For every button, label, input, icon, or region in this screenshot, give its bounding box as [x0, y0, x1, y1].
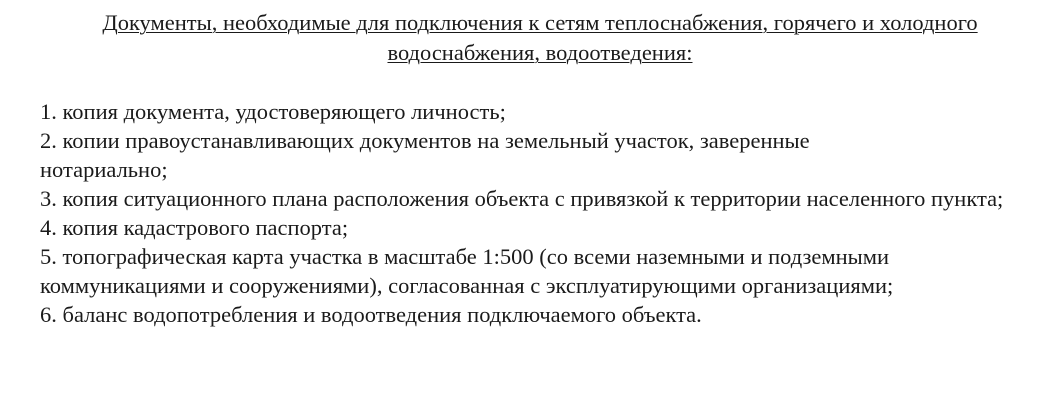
- list-item: 2. копии правоустанавливающих документов на земельный участок, заверенные нотариально;: [40, 128, 810, 182]
- document-title: Документы, необходимые для подключения к сетям теплоснабжения, горячего и холодного водоснабжения, водоотведения:: [102, 10, 978, 65]
- list-item: 1. копия документа, удостоверяющего личность;: [40, 99, 506, 124]
- list-item: 3. копия ситуационного плана расположения объекта с привязкой к территории населенного пункта;: [40, 186, 1004, 211]
- requirements-list: [40, 97, 1040, 329]
- list-item: 5. топографическая карта участка в масштабе 1:500 (со всеми наземными и подземными коммуникациями и сооружениями), согласованная с эксплуатирующими организациями;: [40, 244, 894, 298]
- list-item: 4. копия кадастрового паспорта;: [40, 215, 349, 240]
- list-item: 6. баланс водопотребления и водоотведения подключаемого объекта.: [40, 302, 702, 327]
